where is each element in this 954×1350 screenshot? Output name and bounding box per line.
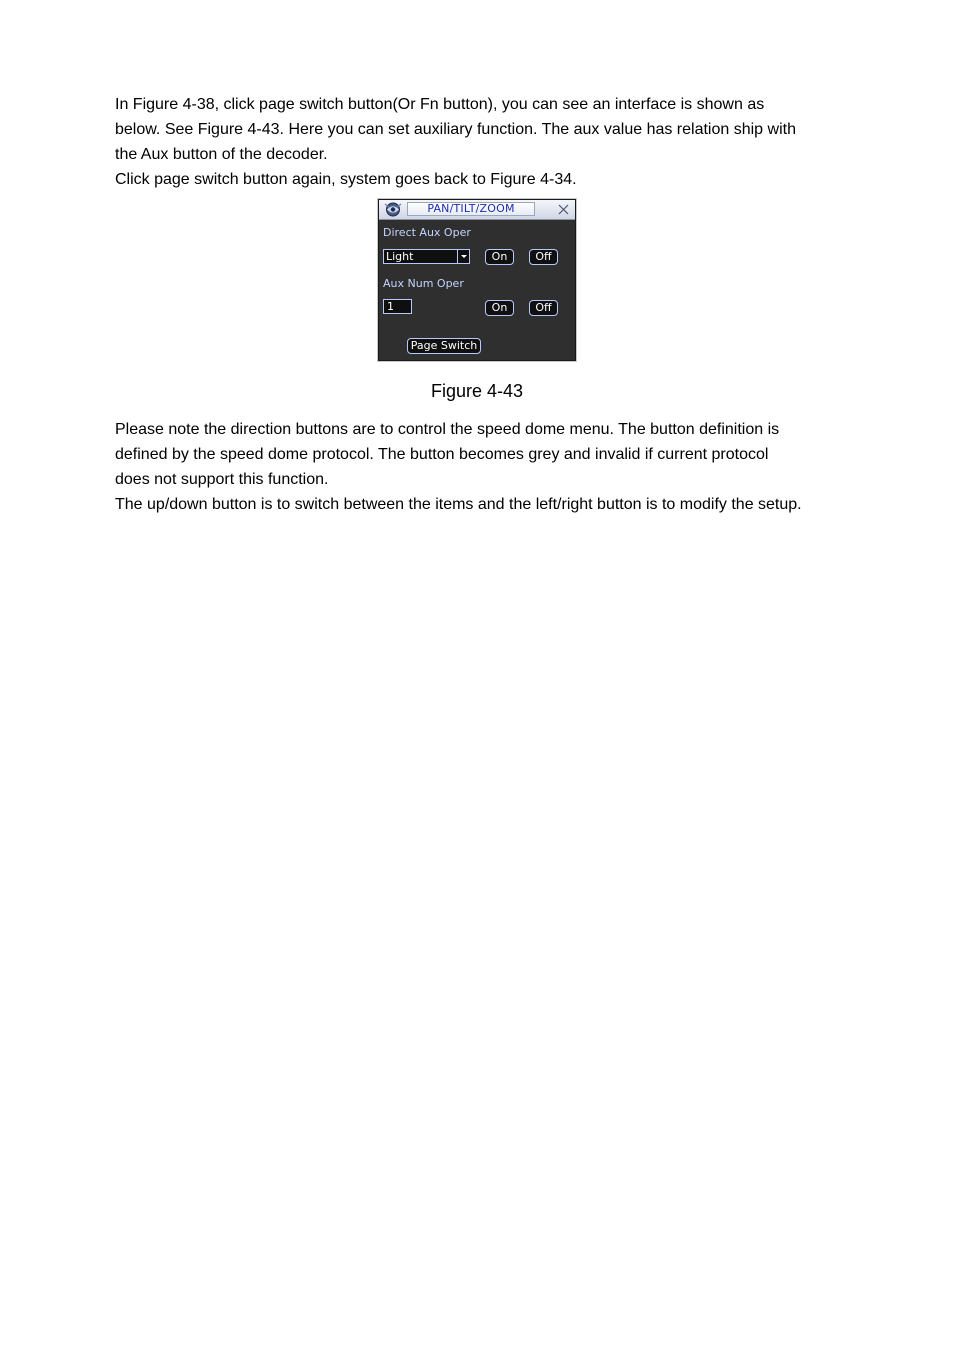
- page-switch-button[interactable]: Page Switch: [407, 338, 481, 354]
- intro-line: In Figure 4-38, click page switch button(Or Fn button), you can see an interface is shown as: [115, 96, 765, 113]
- direct-aux-off-button[interactable]: Off: [529, 249, 558, 265]
- close-icon[interactable]: [557, 203, 570, 216]
- intro-line: Click page switch button again, system goes back to Figure 4-34.: [115, 171, 577, 188]
- dialog-title: PAN/TILT/ZOOM: [407, 202, 535, 216]
- notes-line: defined by the speed dome protocol. The button becomes grey and invalid if current protocol: [115, 446, 769, 463]
- direct-aux-selected-value: Light: [386, 250, 414, 263]
- aux-num-on-button[interactable]: On: [485, 300, 514, 316]
- intro-line: below. See Figure 4-43. Here you can set auxiliary function. The aux value has relation ship with: [115, 121, 796, 138]
- direct-aux-on-button[interactable]: On: [485, 249, 514, 265]
- chevron-down-icon[interactable]: [457, 250, 469, 263]
- ptz-dialog: [377, 198, 577, 362]
- ptz-logo-icon: [383, 201, 403, 218]
- direct-aux-label: Direct Aux Oper: [383, 226, 471, 239]
- intro-paragraph: [115, 92, 855, 192]
- direct-aux-select[interactable]: [383, 249, 470, 264]
- notes-line: The up/down button is to switch between the items and the left/right button is to modify the setup.: [115, 496, 802, 513]
- aux-num-input[interactable]: 1: [383, 299, 412, 314]
- figure-caption: Figure 4-43: [430, 381, 524, 401]
- aux-num-off-button[interactable]: Off: [529, 300, 558, 316]
- intro-line: the Aux button of the decoder.: [115, 146, 328, 163]
- notes-line: does not support this function.: [115, 471, 329, 488]
- notes-paragraph: [115, 417, 855, 517]
- notes-line: Please note the direction buttons are to control the speed dome menu. The button definition is: [115, 421, 780, 438]
- aux-num-label: Aux Num Oper: [383, 277, 464, 290]
- dialog-titlebar: [379, 200, 575, 220]
